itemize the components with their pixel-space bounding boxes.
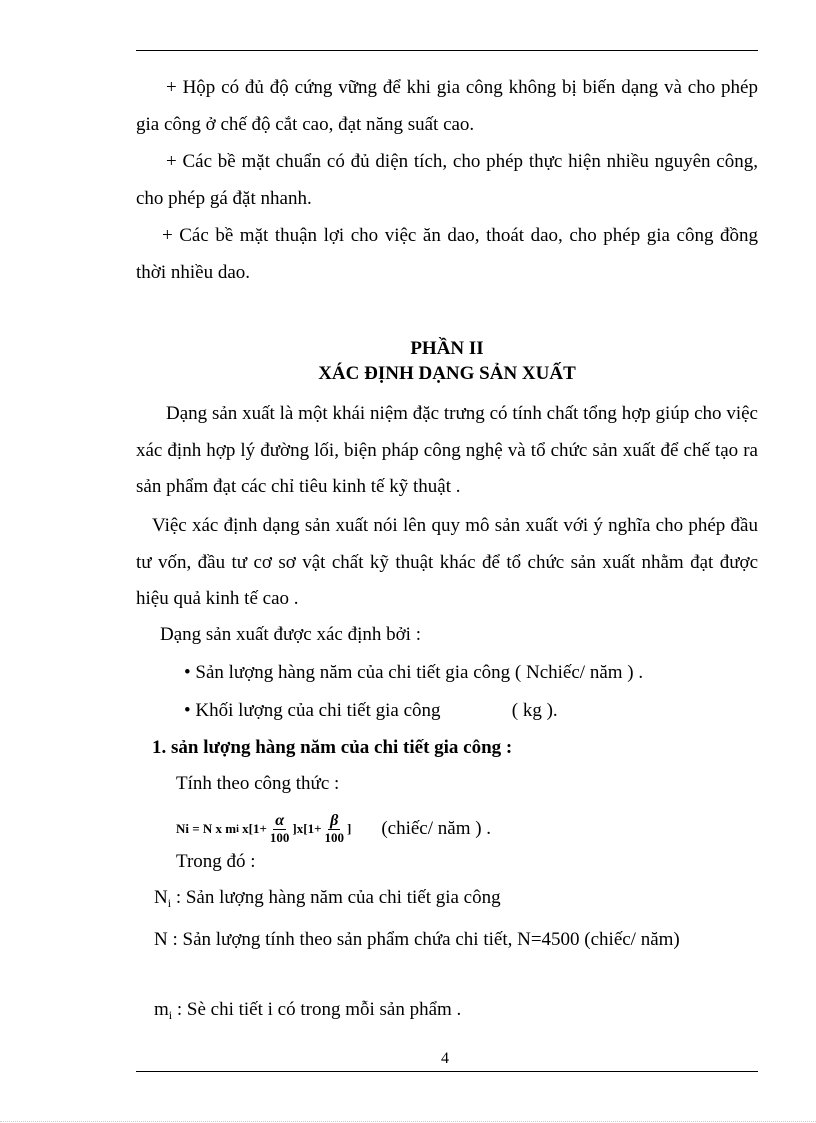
header-rule [136, 50, 758, 51]
bullet-mark: • [184, 662, 191, 683]
intro-paragraph-1: + Hộp có đủ độ cứng vững để khi gia công không bị biến dạng và cho phép gia công ở chế độ cắt cao, đạt năng suất cao. [136, 77, 758, 135]
page-bottom-border [0, 1121, 816, 1122]
bullet-mark: • [184, 700, 191, 721]
alpha-symbol: α [275, 812, 285, 829]
bullet-item [184, 662, 643, 684]
def-symbol: m [154, 999, 169, 1020]
formula-unit: (chiếc/ năm ) . [381, 818, 492, 839]
formula-end: ] [346, 821, 352, 836]
def-text: : Sản lượng tính theo sản phẩm chứa chi tiết, N=4500 (chiếc/ năm) [167, 929, 680, 950]
where-label: Trong đó : [176, 851, 256, 872]
bullet-text: Sản lượng hàng năm của chi tiết gia công ( Nchiếc/ năm ) . [195, 662, 644, 683]
def-text: : Sè chi tiết i có trong mỗi sản phẩm . [172, 999, 462, 1020]
formula-mid1: x[1+ [238, 821, 267, 836]
section-heading: 1. sản lượng hàng năm của chi tiết gia công : [152, 737, 513, 758]
alpha-fraction [268, 812, 292, 846]
formula-mid2: ]x[1+ [292, 821, 322, 836]
bullet-text: Khối lượng của chi tiết gia công ( kg ). [195, 700, 558, 721]
part-label: PHẦN II [410, 338, 484, 359]
formula-left: Ni = N x m [176, 821, 237, 836]
beta-fraction [322, 812, 346, 846]
intro-paragraph-2: + Các bề mặt chuẩn có đủ diện tích, cho phép thực hiện nhiều nguyên công, cho phép gá đặt nhanh. [136, 151, 758, 209]
def-symbol: N [154, 929, 168, 950]
beta-denominator: 100 [324, 830, 344, 845]
definition-mi [154, 999, 461, 1023]
definition-n [136, 922, 758, 959]
def-subscript: i [167, 896, 172, 910]
formula-sub-i: i [236, 823, 239, 835]
intro-paragraph-3: + Các bề mặt thuận lợi cho việc ăn dao, thoát dao, cho phép gia công đồng thời nhiều dao. [136, 225, 758, 283]
determined-by-text: Dạng sản xuất được xác định bởi : [160, 624, 421, 645]
production-formula [176, 807, 491, 851]
bullet-item [184, 700, 558, 722]
footer-rule [136, 1071, 758, 1072]
definition-ni [154, 887, 501, 911]
formula-intro: Tính theo công thức : [176, 773, 340, 794]
alpha-denominator: 100 [269, 830, 290, 845]
def-symbol: N [154, 887, 168, 908]
def-text: : Sản lượng hàng năm của chi tiết gia công [171, 887, 501, 908]
part-title: XÁC ĐỊNH DẠNG SẢN XUẤT [318, 363, 576, 384]
def-subscript: i [168, 1008, 173, 1022]
beta-symbol: β [330, 812, 339, 829]
body-paragraph-2: Việc xác định dạng sản xuất nói lên quy mô sản xuất với ý nghĩa cho phép đầu tư vốn, đầu tư cơ sơ vật chất kỹ thuật khác để tổ chức sản xuất nhằm đạt được hiệu quả kinh tế cao . [136, 515, 758, 609]
body-paragraph-1: Dạng sản xuất là một khái niệm đặc trưng có tính chất tổng hợp giúp cho việc xác định hợp lý đường lối, biện pháp công nghệ và tổ chức sản xuất để chế tạo ra sản phẩm đạt các chỉ tiêu kinh tế kỹ thuật . [136, 403, 758, 497]
page-number: 4 [441, 1050, 449, 1067]
